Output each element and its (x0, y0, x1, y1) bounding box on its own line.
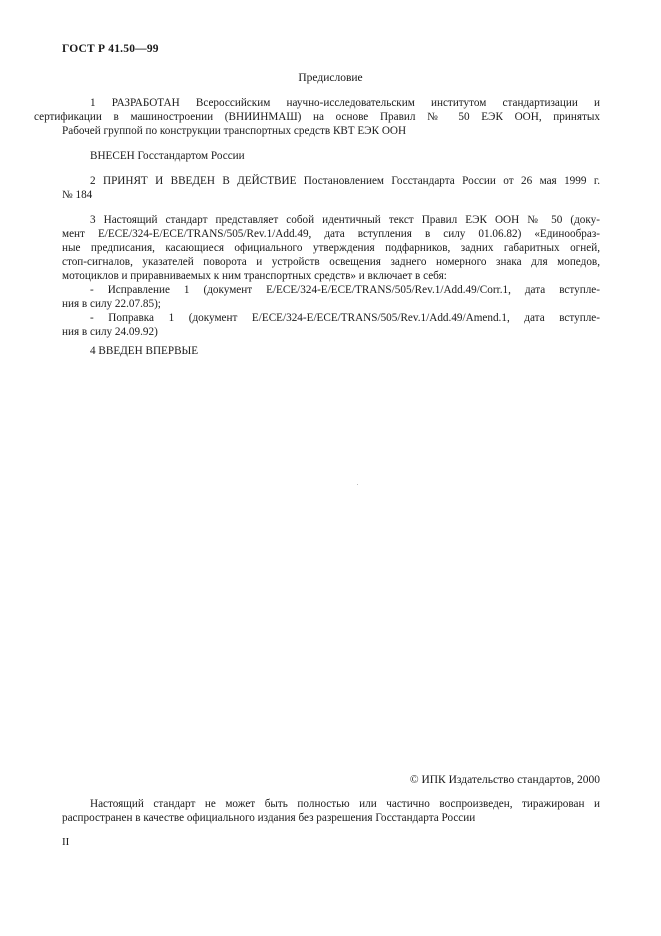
section-2-paragraph (62, 174, 600, 202)
section-4 (62, 344, 600, 358)
text-line: - Поправка 1 (документ E/ECE/324-E/ECE/TRANS/505/Rev.1/Add.49/Amend.1, дата вступле- (90, 312, 600, 324)
speck (357, 484, 358, 485)
text-line: стоп-сигналов, указателей поворота и устройств освещения заднего номерного знака для мопедов, (62, 256, 600, 268)
document-code: ГОСТ Р 41.50—99 (62, 43, 159, 55)
section-4-text: 4 ВВЕДЕН ВПЕРВЫЕ (90, 345, 199, 357)
amendment-item-2 (62, 311, 600, 339)
text-line: - Исправление 1 (документ E/ECE/324-E/ECE/TRANS/505/Rev.1/Add.49/Corr.1, дата вступле- (90, 284, 600, 296)
introduced-by (62, 149, 600, 163)
text-line: 3 Настоящий стандарт представляет собой идентичный текст Правил ЕЭК ООН № 50 (доку- (90, 214, 600, 226)
text-line: ния в силу 24.09.92) (62, 326, 158, 338)
text-line: мотоциклов и приравниваемых к ним транспортных средств» и включает в себя: (62, 270, 447, 282)
text-line: ные предписания, касающиеся официального утверждения подфарников, задних габаритных огней, (62, 242, 600, 254)
text-line: сертификации в машиностроении (ВНИИНМАШ) на основе Правил № 50 ЕЭК ООН, принятых (34, 111, 600, 123)
text-line: мент E/ECE/324-E/ECE/TRANS/505/Rev.1/Add.49, дата вступления в силу 01.06.82) «Единообраз- (62, 228, 600, 240)
page-number: II (62, 836, 70, 848)
section-1-paragraph (34, 96, 600, 138)
section-3-paragraph (62, 213, 600, 283)
section-3 (62, 213, 600, 339)
preface-heading: Предисловие (298, 72, 363, 84)
section-1 (34, 96, 600, 138)
text-line: 1 РАЗРАБОТАН Всероссийским научно-исследовательским институтом стандартизации и (90, 97, 600, 109)
reproduction-notice-paragraph (62, 797, 600, 825)
amendment-item-1 (62, 283, 600, 311)
reproduction-notice (62, 797, 600, 825)
text-line: Рабочей группой по конструкции транспортных средств КВТ ЕЭК ООН (62, 125, 407, 137)
section-2 (62, 174, 600, 202)
text-line: 2 ПРИНЯТ И ВВЕДЕН В ДЕЙСТВИЕ Постановлением Госстандарта России от 26 мая 1999 г. (90, 175, 600, 187)
text-line: № 184 (62, 189, 93, 201)
text-line: распространен в качестве официального издания без разрешения Госстандарта России (62, 812, 476, 824)
introduced-by-text: ВНЕСЕН Госстандартом России (90, 150, 245, 162)
text-line: ния в силу 22.07.85); (62, 298, 161, 310)
text-line: Настоящий стандарт не может быть полностью или частично воспроизведен, тиражирован и (90, 798, 600, 810)
copyright-notice: © ИПК Издательство стандартов, 2000 (409, 774, 600, 786)
